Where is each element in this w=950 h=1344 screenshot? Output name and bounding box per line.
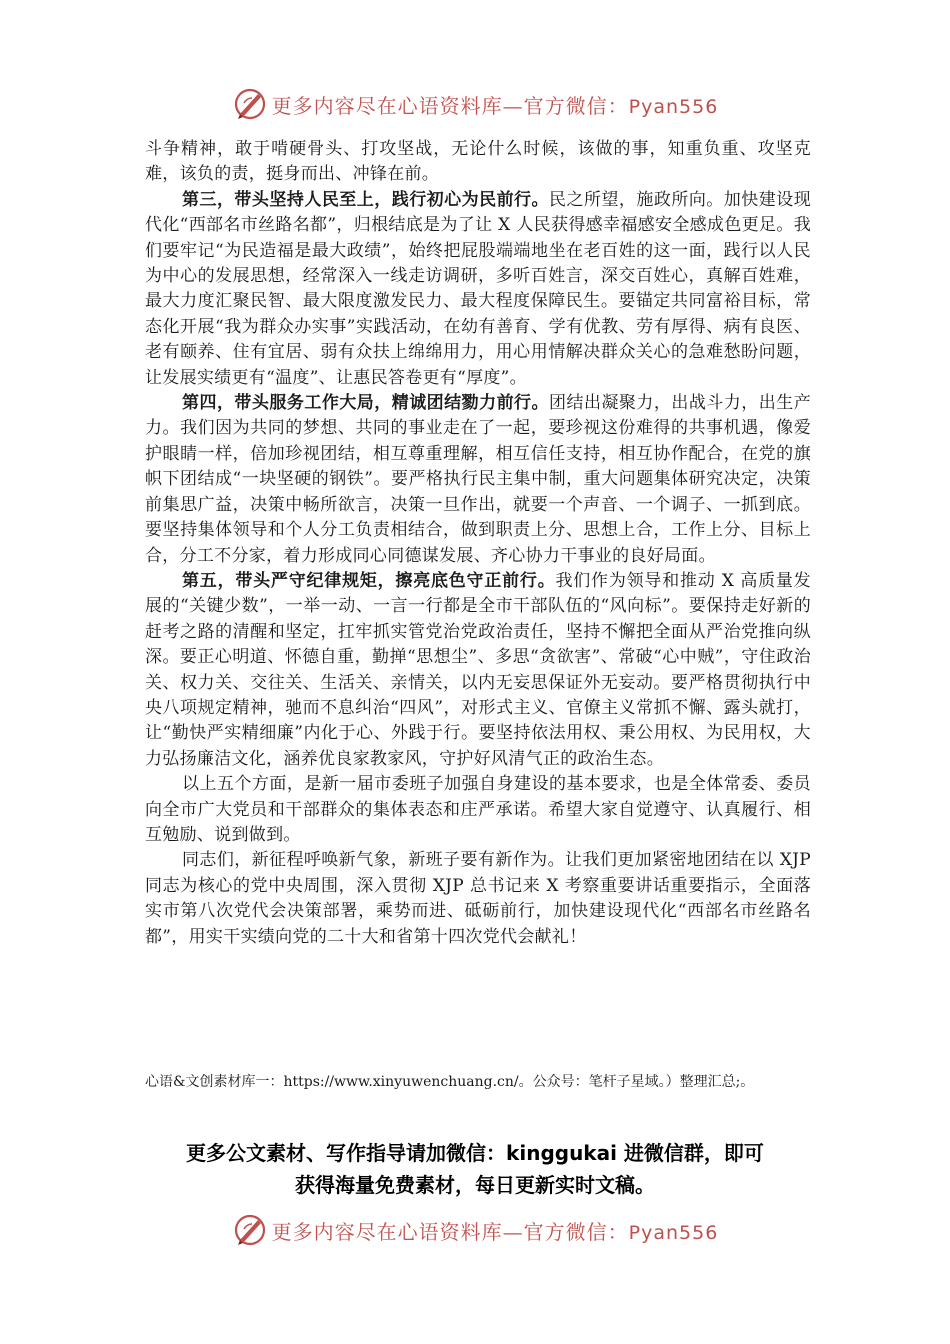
paragraph-3-text: 团结出凝聚力，出战斗力，出生产力。我们因为共同的梦想、共同的事业走在了一起，要珍视这份难得的共事机遇，像爱护眼睛一样，倍加珍视团结，相互尊重理解，相互信任支持，相互协作配合，在党的旗帜下团结成“一块坚硬的钢铁”。要严格执行民主集中制，重大问题集体研究决定，决策前集思广益，决策中畅所欲言，决策一旦作出，就要一个声音、一个调子、一抓到底。要坚持集体领导和个人分工负责相结合，做到职责上分、思想上合，工作上分、目标上合，分工不分家，着力形成同心同德谋发展、齐心协力干事业的良好局面。	[145, 393, 811, 566]
banner-text	[272, 90, 719, 119]
paragraph-6: 同志们，新征程呼唤新气象，新班子要有新作为。让我们更加紧密地团结在以 XJP 同志为核心的党中央周围，深入贯彻 XJP 总书记来 X 考察重要讲话重要指示，全面落实市第八次党代会决策部署，乘势而进、砥砺前行，加快建设现代化“西部名市丝路名都”，用实干实绩向党的二十大和省第十四次党代会献礼！	[145, 850, 811, 947]
header-banner	[0, 84, 950, 124]
document-body	[145, 137, 811, 950]
paragraph-4-text: 我们作为领导和推动 X 高质量发展的“关键少数”，一举一动、一言一行都是全市干部队伍的“风向标”。要保持走好新的赶考之路的清醒和坚定，扛牢抓实管党治党政治责任，坚持不懈把全面从严治党推向纵深。要正心明道、怀德自重，勤掸“思想尘”、多思“贪欲害”、常破“心中贼”，守住政治关、权力关、交往关、生活关、亲情关，以内无妄思保证外无妄动。要严格贯彻执行中央八项规定精神，驰而不息纠治“四风”，对形式主义、官僚主义常抓不懈、露头就打，让“勤快严实精细廉”内化于心、外践于行。要坚持依法用权、秉公用权、为民用权，大力弘扬廉洁文化，涵养优良家教家风，守护好风清气正的政治生态。	[145, 570, 811, 769]
pen-logo-icon	[232, 1212, 268, 1248]
pen-logo-icon	[232, 86, 268, 122]
paragraph-4-heading: 第五，带头严守纪律规矩，擦亮底色守正前行。	[182, 570, 556, 591]
banner-slogan: 更多内容尽在心语资料库—官方微信：	[271, 1219, 629, 1244]
promo-line-1: 更多公文素材、写作指导请加微信：kinggukai 进微信群，即可	[186, 1141, 764, 1165]
paragraph-2-heading: 第三，带头坚持人民至上，践行初心为民前行。	[182, 189, 550, 210]
banner-wechat-id: Pyan556	[628, 1221, 719, 1244]
promo-block	[120, 1137, 830, 1201]
paragraph-2	[145, 188, 811, 391]
paragraph-3	[145, 391, 811, 569]
source-line: 心语&文创素材库一：https://www.xinyuwenchuang.cn/。公众号：笔杆子星域。）整理汇总;。	[145, 1074, 755, 1090]
paragraph-5: 以上五个方面，是新一届市委班子加强自身建设的基本要求，也是全体常委、委员向全市广大党员和干部群众的集体表态和庄严承诺。希望大家自觉遵守、认真履行、相互勉励、说到做到。	[145, 774, 811, 845]
banner-wechat-id: Pyan556	[628, 95, 719, 118]
footer-banner	[0, 1210, 950, 1250]
paragraph-1: 斗争精神，敢于啃硬骨头、打攻坚战，无论什么时候，该做的事，知重负重、攻坚克难，该负的责，挺身而出、冲锋在前。	[145, 139, 811, 185]
paragraph-4	[145, 569, 811, 772]
promo-line-2: 获得海量免费素材，每日更新实时文稿。	[295, 1173, 655, 1197]
banner-slogan: 更多内容尽在心语资料库—官方微信：	[271, 93, 629, 118]
paragraph-2-text: 民之所望，施政所向。加快建设现代化“西部名市丝路名都”，归根结底是为了让 X 人民获得感幸福感安全感成色更足。我们要牢记“为民造福是最大政绩”，始终把屁股端端地坐在老百姓的这一面，践行以人民为中心的发展思想，经常深入一线走访调研，多听百姓言，深交百姓心，真解百姓难，最大力度汇聚民智、最大限度激发民力、最大程度保障民生。要锚定共同富裕目标，常态化开展“我为群众办实事”实践活动，在幼有善育、学有优教、劳有厚得、病有良医、老有颐养、住有宜居、弱有众扶上绵绵用力，用心用情解决群众关心的急难愁盼问题，让发展实绩更有“温度”、让惠民答卷更有“厚度”。	[145, 189, 811, 388]
banner-text	[272, 1216, 719, 1245]
paragraph-3-heading: 第四，带头服务工作大局，精诚团结勠力前行。	[182, 393, 550, 414]
